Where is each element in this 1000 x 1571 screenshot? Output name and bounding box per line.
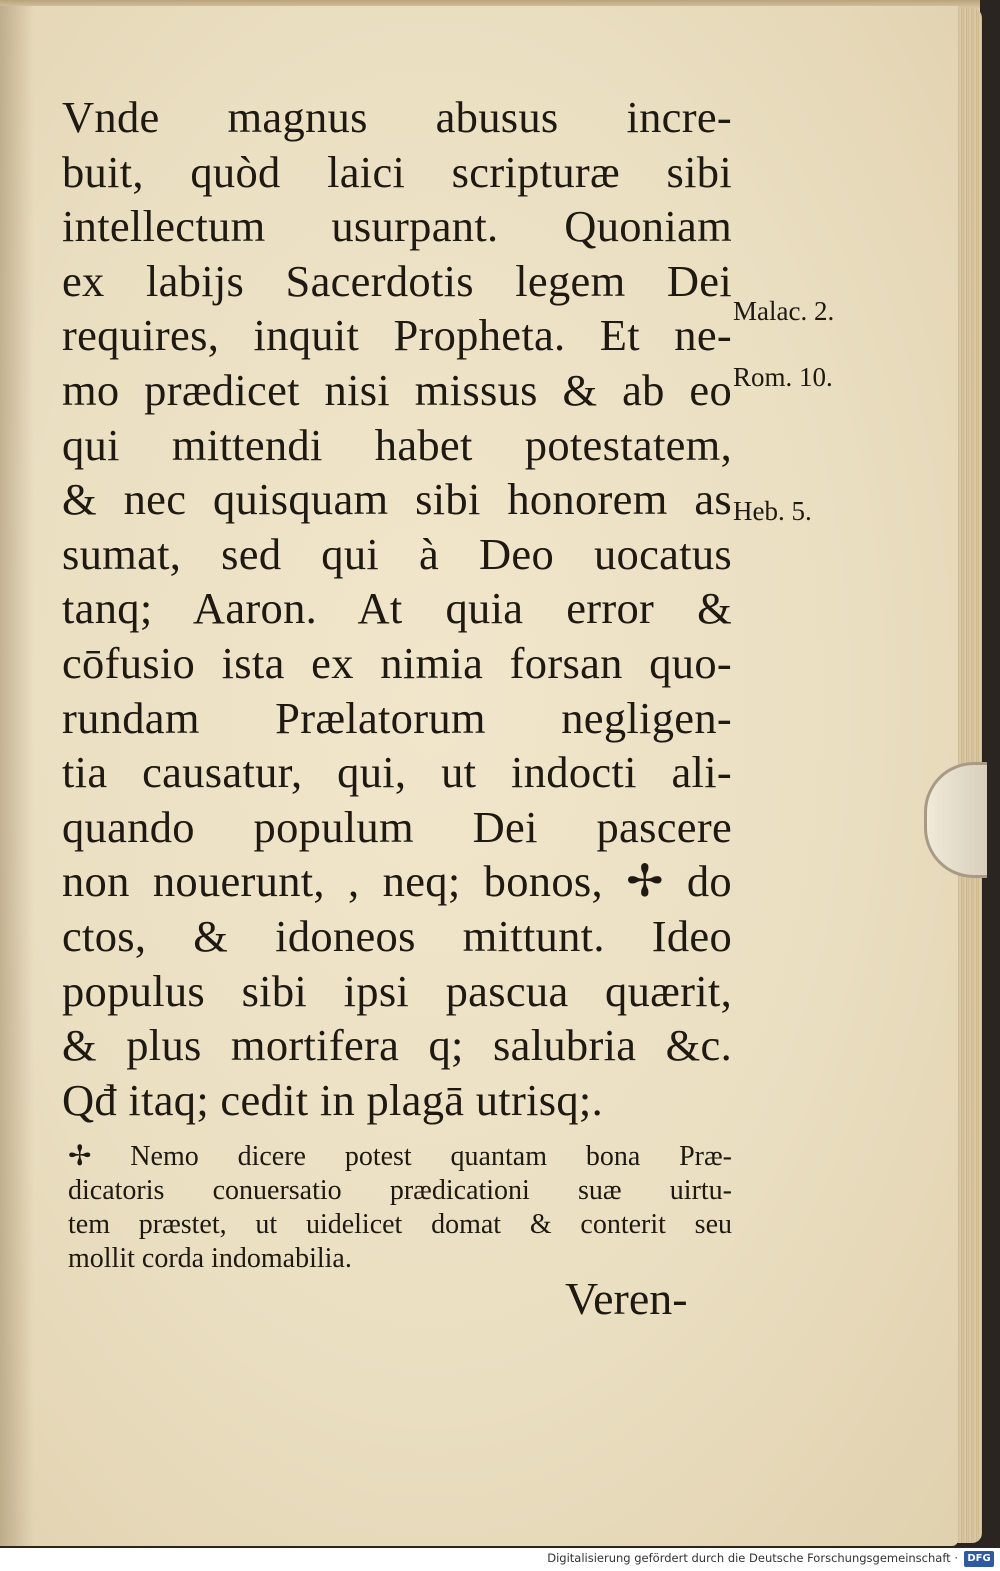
- text-line: Qđ itaq; cedit in plagā utrisq;.: [62, 1074, 604, 1125]
- footnote-line: mollit corda indomabilia.: [68, 1243, 352, 1274]
- text-line: & nec quisquam sibi honorem as: [62, 474, 732, 525]
- footnote-line: dicatoris conuersatio prædicationi suæ uirtu-: [68, 1175, 732, 1206]
- text-line: ex labijs Sacerdotis legem Dei: [62, 255, 732, 306]
- text-line: Vnde magnus abusus incre-: [62, 92, 732, 142]
- text-line: qui mittendi habet potestatem,: [62, 419, 732, 470]
- text-line: tia causatur, qui, ut indocti ali-: [62, 747, 732, 798]
- footnote-line: ✢ Nemo dicere potest quantam bona Præ-: [68, 1141, 732, 1172]
- main-text: [62, 90, 732, 1127]
- margin-note-malachi: Malac. 2.: [733, 296, 835, 326]
- text-line: intellectum usurpant. Quoniam: [62, 201, 732, 252]
- text-line: & plus mortifera q; salubria &c.: [62, 1020, 732, 1071]
- text-line: non nouerunt, , neq; bonos, ✢ do: [62, 856, 732, 907]
- catchword: Veren-: [565, 1273, 688, 1324]
- margin-note-hebrews: Heb. 5.: [733, 496, 812, 526]
- margin-note-romans: Rom. 10.: [733, 362, 833, 392]
- text-line: tanq; Aaron. At quia error &: [62, 583, 732, 634]
- text-line: populus sibi ipsi pascua quærit,: [62, 965, 732, 1016]
- footer-credit: Digitalisierung gefördert durch die Deutsche Forschungsgemeinschaft ·: [547, 1551, 958, 1565]
- footnote: [68, 1140, 732, 1276]
- digitization-footer: [0, 1548, 1000, 1571]
- text-line: ctos, & idoneos mittunt. Ideo: [62, 910, 732, 961]
- text-line: quando populum Dei pascere: [62, 801, 732, 852]
- text-line: sumat, sed qui à Deo uocatus: [62, 528, 732, 579]
- text-line: requires, inquit Propheta. Et ne-: [62, 310, 732, 361]
- text-line: mo prædicet nisi missus & ab eo: [62, 364, 732, 415]
- page-gutter-shadow: [0, 6, 34, 1546]
- dfg-logo: DFG: [964, 1551, 994, 1567]
- text-line: rundam Prælatorum negligen-: [62, 692, 732, 743]
- text-line: cōfusio ista ex nimia forsan quo-: [62, 637, 732, 688]
- footnote-line: tem præstet, ut uidelicet domat & conterit seu: [68, 1209, 732, 1240]
- text-line: buit, quòd laici scripturæ sibi: [62, 146, 732, 197]
